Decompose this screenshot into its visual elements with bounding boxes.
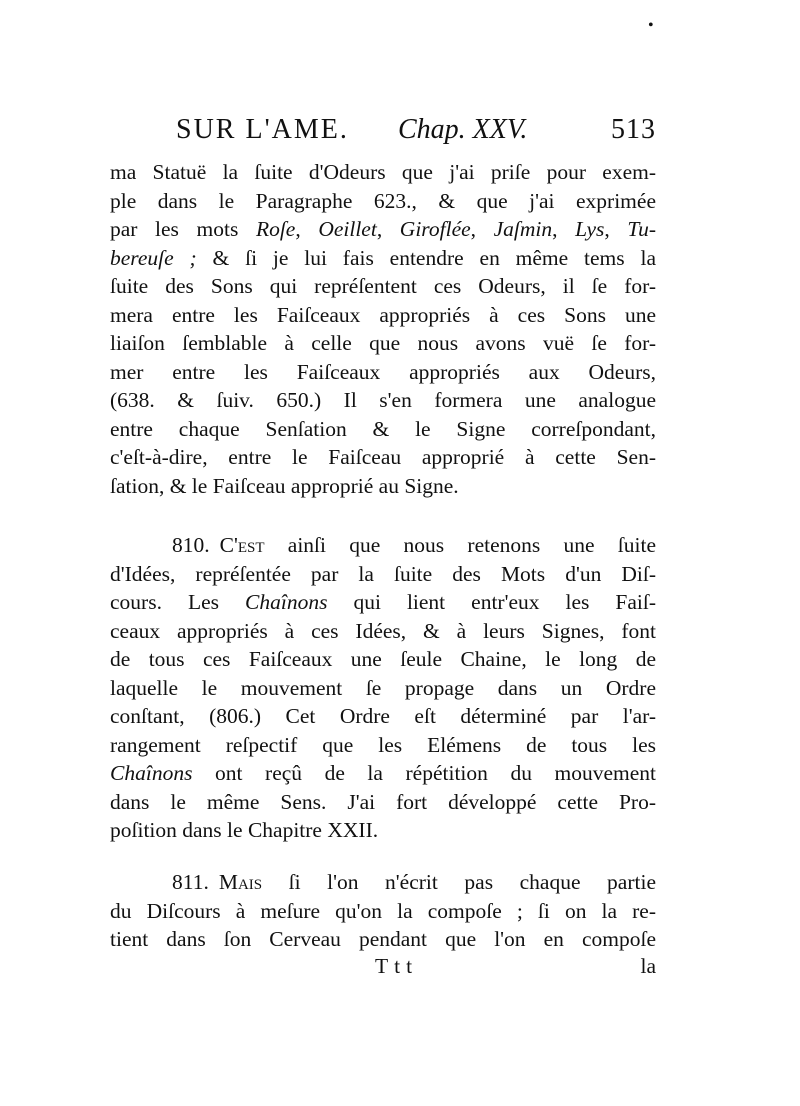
italic-term: Lys <box>575 217 605 241</box>
text-line: ma Statuë la ſuite d'Odeurs que j'ai priſe pour exem- <box>110 160 656 184</box>
text-run: par les mots <box>110 217 239 241</box>
text-line: ſation, & le Faiſceau approprié au Signe. <box>110 473 459 498</box>
italic-term: Chaînons <box>245 590 328 614</box>
page-footer <box>110 951 656 981</box>
text-line <box>110 531 656 560</box>
text-line: ple dans le Paragraphe 623., & que j'ai exprimée <box>110 188 656 213</box>
text-run: ſi l'on n'écrit pas chaque partie <box>288 870 656 894</box>
text-run: qui lient entr'eux les Faiſ- <box>353 590 657 614</box>
italic-term: Jaſmin <box>493 217 553 241</box>
text-line: du Diſcours à meſure qu'on la compoſe ; ſi on la re- <box>110 898 656 923</box>
paragraph-811 <box>110 868 656 954</box>
text-line: rangement reſpectif que les Elémens de tous les <box>110 732 656 757</box>
text-line: laquelle le mouvement ſe propage dans un Ordre <box>110 675 656 700</box>
text-line: dans le même Sens. J'ai fort développé cette Pro- <box>110 789 656 814</box>
text-line: ceaux appropriés à ces Idées, & à leurs Signes, font <box>110 618 656 643</box>
lead-word: Mais <box>218 870 263 894</box>
text-run: ainſi que nous retenons une ſuite <box>287 533 657 557</box>
running-head-title: SUR L'AME. <box>176 114 349 145</box>
running-head-chapter: Chap. XXV. <box>398 114 528 145</box>
text-line: par les mots Roſe, Oeillet, Giroflée, Jaſmin, Lys, Tu- <box>110 217 657 241</box>
text-line <box>110 588 656 617</box>
italic-term: Chaînons <box>110 761 193 785</box>
italic-term: Tu- <box>627 217 657 241</box>
text-line: liaiſon ſemblable à celle que nous avons vuë ſe for- <box>110 331 656 355</box>
corner-mark: • <box>648 17 654 34</box>
text-line: c'eſt-à-dire, entre le Faiſceau approprié à cette Sen- <box>110 445 656 469</box>
italic-term: Roſe <box>255 217 296 241</box>
text-line <box>110 868 656 897</box>
text-run: cours. Les <box>110 590 219 614</box>
italic-term: bereuſe ; <box>110 245 197 270</box>
catchword: la <box>640 954 656 978</box>
text-run: & ſi je lui fais entendre en même tems la <box>212 245 656 270</box>
italic-term: Giroflée <box>399 217 471 241</box>
paragraph-continued <box>110 158 656 500</box>
paragraph-number: 811. <box>172 870 209 894</box>
text-line: mer entre les Faiſceaux appropriés aux Odeurs, <box>110 359 656 384</box>
signature-mark: Ttt <box>375 954 419 978</box>
text-line: d'Idées, repréſentée par la ſuite des Mots d'un Diſ- <box>110 561 656 586</box>
paragraph-number: 810. <box>172 533 210 557</box>
text-line: ſuite des Sons qui repréſentent ces Odeurs, il ſe for- <box>110 274 656 298</box>
lead-word: C'est <box>219 533 265 557</box>
text-line: poſition dans le Chapitre XXII. <box>110 818 379 842</box>
page-number: 513 <box>611 114 656 145</box>
italic-term: Oeillet <box>318 217 377 241</box>
text-line: entre chaque Senſation & le Signe correſpondant, <box>110 416 656 441</box>
text-line: (638. & ſuiv. 650.) Il s'en formera une analogue <box>110 388 656 412</box>
text-line: mera entre les Faiſceaux appropriés à ces Sons une <box>110 302 656 327</box>
text-line: de tous ces Faiſceaux une ſeule Chaine, le long de <box>110 647 656 671</box>
running-head <box>176 110 656 150</box>
text-line: tient dans ſon Cerveau pendant que l'on en compoſe <box>110 927 656 951</box>
text-line <box>110 244 656 273</box>
paragraph-810 <box>110 531 656 845</box>
text-line <box>110 759 656 788</box>
text-run: ont reçû de la répétition du mouvement <box>215 761 657 785</box>
text-line: conſtant, (806.) Cet Ordre eſt déterminé par l'ar- <box>110 704 656 728</box>
